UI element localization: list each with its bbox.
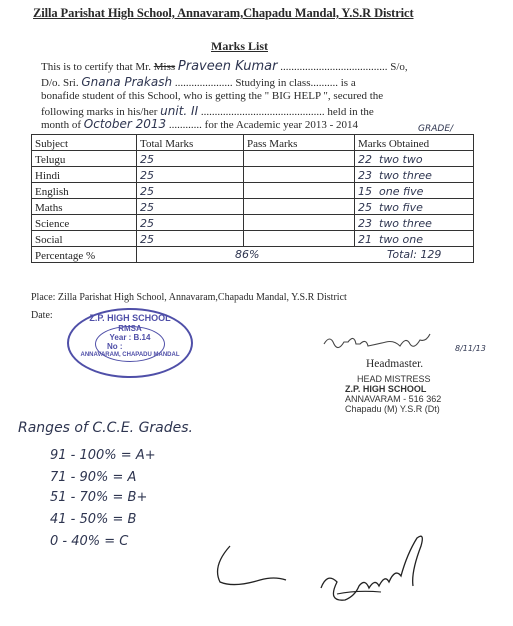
headmaster-title: Headmaster. (366, 358, 424, 370)
father-name: Gnana Prakash (81, 75, 173, 89)
header-subject: Subject (32, 135, 137, 151)
header-pass: Pass Marks (244, 135, 355, 151)
obtained-cell: 23 two three (355, 167, 474, 183)
total-cell: 25 (137, 167, 244, 183)
table-row (32, 215, 474, 231)
struck-title: Miss (153, 61, 176, 73)
percentage-value: 86% (235, 248, 260, 261)
obtained-cell: 25 two five (355, 199, 474, 215)
total-cell: 25 (137, 199, 244, 215)
total-cell: 25 (137, 183, 244, 199)
student-name: Praveen Kumar (177, 59, 278, 74)
date-label: Date: (31, 310, 53, 321)
headmaster-signature (320, 330, 465, 356)
header-obtained: Marks Obtained (355, 135, 474, 151)
subject-cell: Hindi (32, 167, 137, 183)
school-seal (67, 308, 193, 378)
subject-cell: Maths (32, 199, 137, 215)
document-title: Marks List (211, 39, 268, 53)
cert-line-1: This is to certify that Mr. Miss Praveen Kumar ....................................... S/o, (41, 59, 408, 74)
grade-note: GRADE/ (418, 124, 454, 134)
subject-cell: Telugu (32, 151, 137, 167)
range-item: 41 - 50% = B (50, 512, 137, 527)
percentage-label: Percentage % (32, 247, 137, 263)
cert-line-2: D/o. Sri. Gnana Prakash ..................... Studying in class.......... is a (41, 75, 356, 89)
month-value: October 2013 (83, 117, 167, 131)
range-item: 71 - 90% = A (50, 470, 137, 485)
obtained-cell: 23 two three (355, 215, 474, 231)
total-cell: 25 (137, 215, 244, 231)
pass-cell (244, 183, 355, 199)
range-item: 91 - 100% = A+ (50, 448, 156, 463)
cert-line-3: bonafide student of this School, who is getting the " BIG HELP ", secured the (41, 90, 384, 102)
total-cell: 25 (137, 151, 244, 167)
signature-date: 8/11/13 (455, 344, 486, 353)
range-item: 51 - 70% = B+ (50, 490, 148, 505)
table-row (32, 199, 474, 215)
parent-signature (315, 528, 445, 612)
cert-line-5: month of October 2013 ............ for the Academic year 2013 - 2014 (41, 117, 359, 131)
pass-cell (244, 167, 355, 183)
table-row (32, 231, 474, 247)
ranges-title: Ranges of C.C.E. Grades. (18, 420, 193, 436)
obtained-cell: 15 one five (355, 183, 474, 199)
headmistress-stamp: HEAD MISTRESS Z.P. HIGH SCHOOL ANNAVARAM - 516 362 Chapadu (M) Y.S.R (Dt) (345, 374, 442, 414)
range-item: 0 - 40% = C (50, 534, 129, 549)
table-header-row (32, 135, 474, 151)
subject-cell: English (32, 183, 137, 199)
obtained-cell: 21 two one (355, 231, 474, 247)
total-cell: 25 (137, 231, 244, 247)
seal-year-text: Year : B.14 (109, 333, 151, 342)
pass-cell (244, 231, 355, 247)
marks-table (31, 134, 474, 263)
unit-value: unit. II (160, 104, 199, 118)
subject-cell: Social (32, 231, 137, 247)
pass-cell (244, 199, 355, 215)
table-row (32, 167, 474, 183)
seal-mid-text: RMSA (118, 324, 142, 333)
student-signature (200, 540, 290, 590)
pass-cell (244, 215, 355, 231)
place-line: Place: Zilla Parishat High School, Annavaram,Chapadu Mandal, Y.S.R District (31, 292, 347, 303)
table-row (32, 183, 474, 199)
header-total: Total Marks (137, 135, 244, 151)
seal-top-text: Z.P. HIGH SCHOOL (89, 313, 171, 323)
percentage-row (32, 247, 474, 263)
seal-bottom-text: ANNAVARAM, CHAPADU MANDAL (80, 352, 180, 358)
pass-cell (244, 151, 355, 167)
subject-cell: Science (32, 215, 137, 231)
table-row (32, 151, 474, 167)
total-value: Total: 129 (387, 248, 442, 261)
obtained-cell: 22 two two (355, 151, 474, 167)
seal-no-text: No : (107, 342, 123, 351)
cert-line-4: following marks in his/her unit. II ............................................. held in the (41, 104, 374, 118)
percentage-total-cell (137, 247, 474, 263)
school-header: Zilla Parishat High School, Annavaram,Chapadu Mandal, Y.S.R District (33, 6, 414, 20)
